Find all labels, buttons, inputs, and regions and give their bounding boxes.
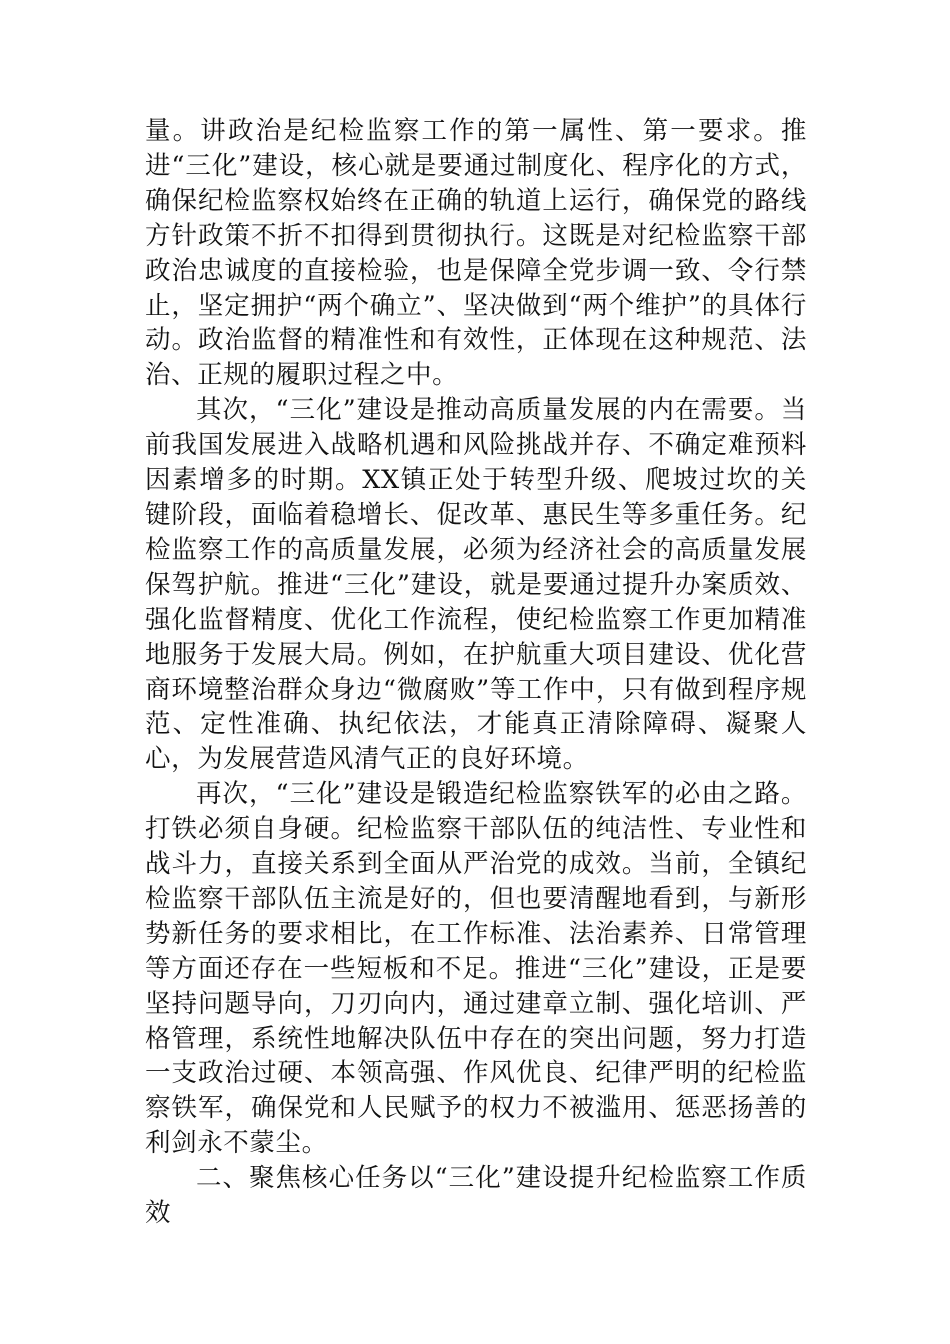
paragraph-iron-army: 再次，“三化”建设是锻造纪检监察铁军的必由之路。打铁必须自身硬。纪检监察干部队伍的纯洁性、专业性和战斗力，直接关系到全面从严治党的成效。当前，全镇纪检监察干部队伍主流是好的，但也要清醒地看到，与新形势新任务的要求相比，在工作标准、法治素养、日常管理等方面还存在一些短板和不足。推进“三化”建设，正是要坚持问题导向，刀刃向内，通过建章立制、强化培训、严格管理，系统性地解决队伍中存在的突出问题，努力打造一支政治过硬、本领高强、作风优良、纪律严明的纪检监察铁军，确保党和人民赋予的权力不被滥用、惩恶扬善的利剑永不蒙尘。 bbox=[145, 779, 807, 1159]
paragraph-high-quality-development: 其次，“三化”建设是推动高质量发展的内在需要。当前我国发展进入战略机遇和风险挑战并存、不确定难预料因素增多的时期。XX镇正处于转型升级、爬坡过坎的关键阶段，面临着稳增长、促改革、惠民生等多重任务。纪检监察工作的高质量发展，必须为经济社会的高质量发展保驾护航。推进“三化”建设，就是要通过提升办案质效、强化监督精度、优化工作流程，使纪检监察工作更加精准地服务于发展大局。例如，在护航重大项目建设、优化营商环境整治群众身边“微腐败”等工作中，只有做到程序规范、定性准确、执纪依法，才能真正清除障碍、凝聚人心，为发展营造风清气正的良好环境。 bbox=[145, 395, 807, 775]
section-heading: 二、聚焦核心任务以“三化”建设提升纪检监察工作质效 bbox=[145, 1163, 807, 1229]
document-body bbox=[145, 114, 807, 1231]
paragraph-political-supervision: 量。讲政治是纪检监察工作的第一属性、第一要求。推进“三化”建设，核心就是要通过制度化、程序化的方式，确保纪检监察权始终在正确的轨道上运行，确保党的路线方针政策不折不扣得到贯彻执行。这既是对纪检监察干部政治忠诚度的直接检验，也是保障全党步调一致、令行禁止，坚定拥护“两个确立”、坚决做到“两个维护”的具体行动。政治监督的精准性和有效性，正体现在这种规范、法治、正规的履职过程之中。 bbox=[145, 116, 807, 391]
